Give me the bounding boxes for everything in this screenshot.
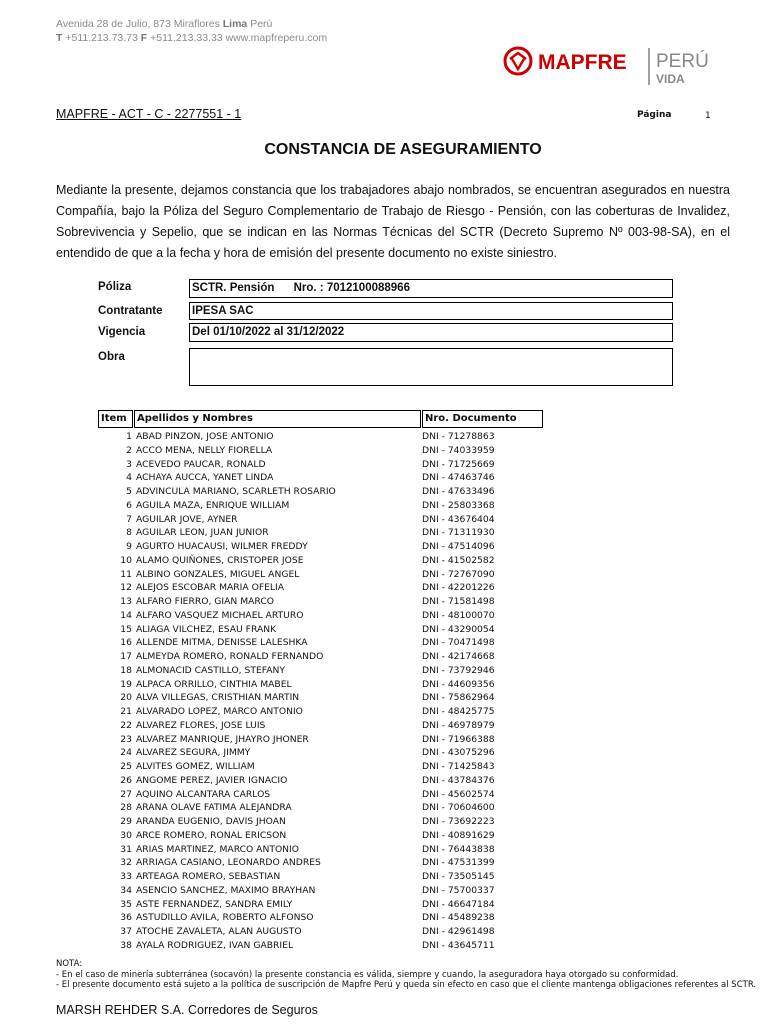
header-name: Apellidos y Nombres (134, 410, 421, 428)
row-item-number: 38 (120, 939, 132, 951)
row-item-number: 16 (120, 637, 132, 649)
row-document-number: DNI - 71725669 (422, 458, 495, 470)
row-item-number: 4 (126, 472, 132, 484)
phone-number: +511.213.73.73 (65, 32, 138, 44)
row-worker-name: ABAD PINZON, JOSE ANTONIO (136, 431, 274, 442)
row-worker-name: ATOCHE ZAVALETA, ALAN AUGUSTO (136, 926, 302, 937)
row-worker-name: ALVAREZ MANRIQUE, JHAYRO JHONER (136, 733, 309, 745)
row-document-number: DNI - 71581498 (422, 596, 495, 607)
contact-line (56, 31, 327, 45)
website: www.mapfreperu.com (225, 32, 328, 44)
row-item-number: 36 (120, 912, 132, 924)
obra-label: Obra (98, 351, 125, 363)
row-item-number: 33 (120, 871, 132, 882)
row-worker-name: ALMEYDA ROMERO, RONALD FERNANDO (136, 651, 324, 662)
row-worker-name: ALVARADO LOPEZ, MARCO ANTONIO (136, 706, 303, 717)
header-document: Nro. Documento (422, 410, 543, 428)
row-item-number: 26 (120, 774, 132, 786)
row-worker-name: ASTUDILLO AVILA, ROBERTO ALFONSO (136, 912, 314, 924)
nota-label: NOTA: (56, 959, 83, 969)
address-country: Perú (250, 18, 273, 30)
row-item-number: 21 (120, 706, 132, 717)
row-document-number: DNI - 43784376 (422, 774, 495, 786)
row-item-number: 23 (120, 733, 132, 745)
row-worker-name: ALMONACID CASTILLO, STEFANY (136, 664, 285, 676)
row-item-number: 20 (120, 692, 132, 704)
row-document-number: DNI - 42201226 (422, 582, 495, 594)
row-item-number: 3 (126, 458, 132, 470)
contratante-label: Contratante (98, 305, 163, 317)
row-item-number: 12 (120, 582, 132, 594)
row-worker-name: AGURTO HUACAUSI, WILMER FREDDY (136, 541, 308, 552)
row-item-number: 19 (120, 678, 132, 690)
row-worker-name: ALFARO VASQUEZ MICHAEL ARTURO (136, 609, 304, 621)
row-worker-name: ALVAREZ FLORES, JOSE LUIS (136, 719, 266, 731)
row-worker-name: ALFARO FIERRO, GIAN MARCO (136, 596, 274, 607)
row-item-number: 2 (126, 444, 132, 456)
row-item-number: 24 (120, 747, 132, 759)
row-item-number: 31 (120, 843, 132, 855)
row-document-number: DNI - 43290054 (422, 623, 495, 635)
mapfre-emblem-icon (502, 45, 722, 87)
row-document-number: DNI - 41502582 (422, 554, 495, 566)
row-document-number: DNI - 48100070 (422, 609, 495, 621)
row-item-number: 11 (120, 568, 132, 580)
row-worker-name: ALLENDE MITMA, DENISSE LALESHKA (136, 637, 308, 649)
row-item-number: 17 (120, 651, 132, 662)
row-document-number: DNI - 42174668 (422, 651, 495, 662)
fax-number: +511.213.33.33 (150, 32, 223, 44)
row-document-number: DNI - 74033959 (422, 444, 495, 456)
row-worker-name: ADVINCULA MARIANO, SCARLETH ROSARIO (136, 486, 336, 497)
row-document-number: DNI - 75862964 (422, 692, 495, 704)
row-item-number: 6 (126, 499, 132, 511)
row-worker-name: ARRIAGA CASIANO, LEONARDO ANDRES (136, 857, 321, 869)
row-item-number: 34 (120, 884, 132, 896)
company-address (56, 17, 327, 45)
row-document-number: DNI - 71278863 (422, 431, 495, 442)
row-item-number: 35 (120, 898, 132, 910)
row-worker-name: AGUILAR JOVE, AYNER (136, 513, 238, 525)
row-document-number: DNI - 73505145 (422, 871, 495, 882)
row-document-number: DNI - 70604600 (422, 802, 495, 814)
row-item-number: 22 (120, 719, 132, 731)
row-document-number: DNI - 47633496 (422, 486, 495, 497)
row-worker-name: ARIAS MARTINEZ, MARCO ANTONIO (136, 843, 299, 855)
row-item-number: 8 (126, 527, 132, 539)
page-number: 1 (705, 111, 711, 121)
row-worker-name: ALPACA ORRILLO, CINTHIA MABEL (136, 678, 292, 690)
document-reference: MAPFRE - ACT - C - 2277551 - 1 (56, 107, 242, 121)
logo-brand: MAPFRE (538, 51, 627, 74)
row-item-number: 1 (126, 431, 132, 442)
row-item-number: 32 (120, 857, 132, 869)
row-worker-name: AGUILAR LEON, JUAN JUNIOR (136, 527, 269, 539)
row-item-number: 15 (120, 623, 132, 635)
document-title: CONSTANCIA DE ASEGURAMIENTO (264, 141, 542, 158)
row-worker-name: ALVITES GOMEZ, WILLIAM (136, 761, 255, 772)
row-document-number: DNI - 43075296 (422, 747, 495, 759)
row-item-number: 28 (120, 802, 132, 814)
row-document-number: DNI - 43676404 (422, 513, 495, 525)
row-document-number: DNI - 43645711 (422, 939, 495, 951)
row-worker-name: ACHAYA AUCCA, YANET LINDA (136, 472, 274, 484)
row-item-number: 27 (120, 788, 132, 800)
address-city: Lima (222, 18, 248, 30)
row-worker-name: ACCO MENA, NELLY FIORELLA (136, 444, 273, 456)
row-worker-name: ALVAREZ SEGURA, JIMMY (136, 747, 251, 759)
poliza-value: SCTR. Pensión Nro. : 7012100088966 (189, 279, 673, 298)
row-document-number: DNI - 42961498 (422, 926, 495, 937)
row-worker-name: ACEVEDO PAUCAR, RONALD (136, 458, 266, 470)
row-document-number: DNI - 76443838 (422, 843, 495, 855)
row-item-number: 5 (126, 486, 132, 497)
row-worker-name: ALIAGA VILCHEZ, ESAU FRANK (136, 623, 277, 635)
row-worker-name: AQUINO ALCANTARA CARLOS (136, 788, 271, 800)
row-document-number: DNI - 45489238 (422, 912, 495, 924)
broker-footer: MARSH REHDER S.A. Corredores de Seguros (56, 1003, 318, 1017)
row-worker-name: ASTE FERNANDEZ, SANDRA EMILY (136, 898, 293, 910)
row-document-number: DNI - 44609356 (422, 678, 495, 690)
row-document-number: DNI - 48425775 (422, 706, 495, 717)
logo-product: VIDA (656, 72, 685, 86)
row-item-number: 25 (120, 761, 132, 772)
row-item-number: 37 (120, 926, 132, 937)
row-worker-name: ARCE ROMERO, RONAL ERICSON (136, 829, 287, 841)
row-worker-name: ALVA VILLEGAS, CRISTHIAN MARTIN (136, 692, 300, 704)
obra-value (189, 348, 673, 386)
row-worker-name: AGUILA MAZA, ENRIQUE WILLIAM (136, 499, 290, 511)
row-document-number: DNI - 71966388 (422, 733, 495, 745)
row-document-number: DNI - 46647184 (422, 898, 495, 910)
row-document-number: DNI - 47531399 (422, 857, 495, 869)
intro-paragraph: Mediante la presente, dejamos constancia que los trabajadores abajo nombrados, se encuentran asegurados en nuestra Compañía, bajo la Póliza del Seguro Complementario de Trabajo de Riesgo - Pensión, con las coberturas de Invalidez, Sobrevivencia y Sepelio, que se indican en las Normas Técnicas del SCTR (Decreto Supremo Nº 003-98-SA), en el entendido de que a la fecha y hora de emisión del presente documento no existe siniestro. (56, 183, 730, 260)
address-line (56, 17, 327, 31)
row-document-number: DNI - 73792946 (422, 664, 495, 676)
row-item-number: 30 (120, 829, 132, 841)
header-item: Item (98, 410, 133, 428)
address-street: Avenida 28 de Julio, 873 Miraflores (56, 18, 220, 30)
row-item-number: 7 (126, 513, 132, 525)
row-worker-name: ALAMO QUIÑONES, CRISTOPER JOSE (136, 554, 304, 566)
row-item-number: 18 (120, 664, 132, 676)
row-document-number: DNI - 47514096 (422, 541, 495, 552)
row-worker-name: AYALA RODRIGUEZ, IVAN GABRIEL (136, 939, 294, 951)
row-document-number: DNI - 45602574 (422, 788, 495, 800)
row-worker-name: ANGOME PEREZ, JAVIER IGNACIO (136, 774, 288, 786)
row-worker-name: ARANDA EUGENIO, DAVIS JHOAN (136, 816, 286, 827)
row-worker-name: ALEJOS ESCOBAR MARIA OFELIA (136, 582, 285, 594)
row-document-number: DNI - 70471498 (422, 637, 495, 649)
row-document-number: DNI - 71311930 (422, 527, 495, 539)
page-label: Página (637, 110, 672, 120)
row-item-number: 14 (120, 609, 132, 621)
row-worker-name: ARTEAGA ROMERO, SEBASTIAN (136, 871, 281, 882)
row-document-number: DNI - 25803368 (422, 499, 495, 511)
logo-country: PERÚ (656, 51, 709, 72)
vigencia-label: Vigencia (98, 326, 146, 338)
row-document-number: DNI - 71425843 (422, 761, 495, 772)
row-document-number: DNI - 47463746 (422, 472, 495, 484)
row-worker-name: ASENCIO SANCHEZ, MAXIMO BRAYHAN (136, 884, 316, 896)
row-worker-name: ALBINO GONZALES, MIGUEL ANGEL (136, 568, 300, 580)
fax-label: F (140, 32, 148, 44)
row-item-number: 29 (120, 816, 132, 827)
row-item-number: 9 (126, 541, 132, 552)
contratante-value: IPESA SAC (189, 302, 673, 320)
row-document-number: DNI - 75700337 (422, 884, 495, 896)
phone-label: T (56, 32, 63, 44)
mapfre-peru-vida-logo (502, 45, 722, 87)
nota-line-1: - En el caso de minería subterránea (socavón) la presente constancia es válida, siempre y cuando, la aseguradora haya otorgado su conformidad. (56, 969, 679, 980)
row-document-number: DNI - 73692223 (422, 816, 495, 827)
row-document-number: DNI - 40891629 (422, 829, 495, 841)
row-document-number: DNI - 72767090 (422, 568, 495, 580)
nota-section (56, 959, 756, 991)
row-worker-name: ARANA OLAVE FATIMA ALEJANDRA (136, 802, 292, 814)
row-document-number: DNI - 46978979 (422, 719, 495, 731)
row-item-number: 10 (120, 554, 132, 566)
nota-line-2: - El presente documento está sujeto a la política de suscripción de Mapfre Perú y queda sin efecto en caso que el cliente mantenga obligaciones referentes al SCTR. (56, 980, 757, 990)
poliza-label: Póliza (98, 281, 132, 293)
row-item-number: 13 (120, 596, 132, 607)
vigencia-value: Del 01/10/2022 al 31/12/2022 (189, 323, 673, 342)
